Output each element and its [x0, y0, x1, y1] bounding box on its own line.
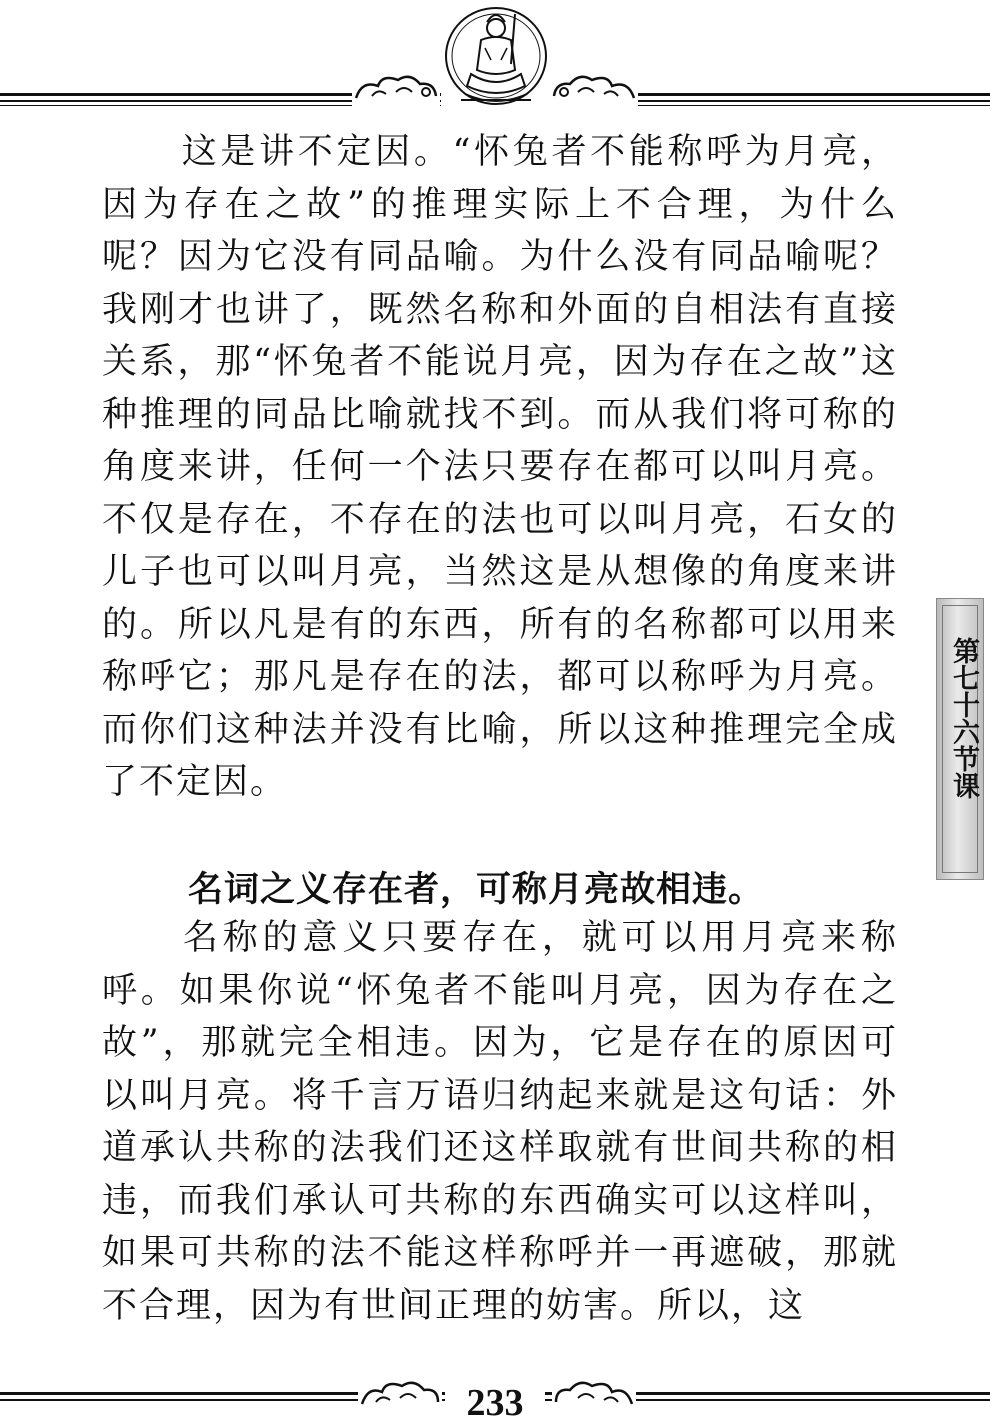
body-paragraph: 这是讲不定因。“怀兔者不能称呼为月亮，因为存在之故”的推理实际上不合理，为什么呢？因为它没有同品喻。为什么没有同品喻呢？我刚才也讲了，既然名称和外面的自相法有直接关系，那“怀兔者不能说月亮，因为存在之故”这种推理的同品比喻就找不到。而从我们将可称的角度来讲，任何一个法只要存在都可以叫月亮。不仅是存在，不存在的法也可以叫月亮，石女的儿子也可以叫月亮，当然这是从想像的角度来讲的。所以凡是有的东西，所有的名称都可以用来称呼它；那凡是存在的法，都可以称呼为月亮。而你们这种法并没有比喻，所以这种推理完全成了不定因。 [102, 132, 898, 802]
chapter-label: 第七十六节课 [948, 637, 979, 799]
section-heading: 名词之义存在者，可称月亮故相违。 [188, 870, 765, 910]
cloud-scroll-left-icon [358, 1378, 442, 1410]
cloud-scroll-right-icon [550, 70, 638, 106]
page-number: 233 [445, 1381, 545, 1426]
cloud-scroll-right-icon [552, 1378, 636, 1410]
cloud-scroll-left-icon [352, 70, 440, 106]
deity-figure-icon [441, 4, 551, 108]
body-paragraph: 名称的意义只要存在，就可以用月亮来称呼。如果你说“怀兔者不能叫月亮，因为存在之故”，那就完全相违。因为，它是存在的原因可以叫月亮。将千言万语归纳起来就是这句话：外道承认共称的法我们还这样取就有世间共称的相违，而我们承认可共称的东西确实可以这样叫，如果可共称的法不能这样称呼并一再遮破，那就不合理，因为有世间正理的妨害。所以，这 [102, 918, 898, 1326]
chapter-side-tab [936, 598, 984, 880]
